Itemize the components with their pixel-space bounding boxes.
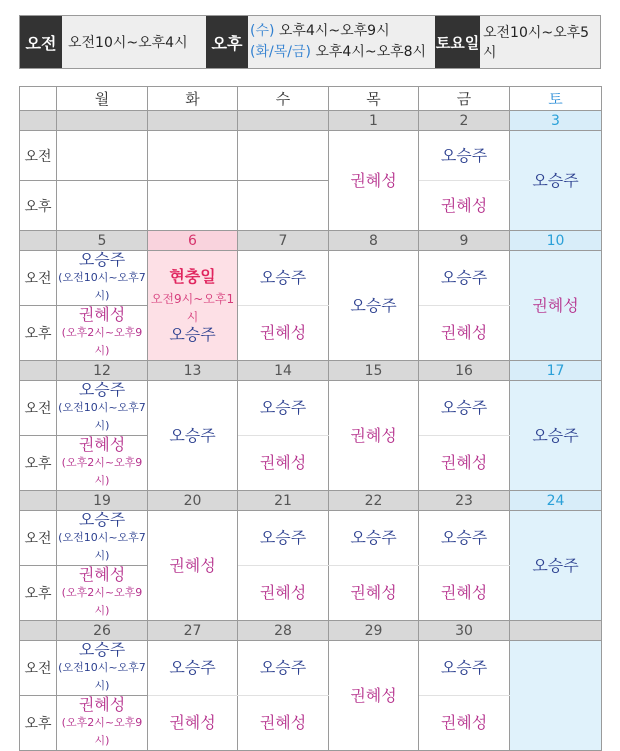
schedule-cell <box>510 251 602 361</box>
slot-label-am: 오전 <box>20 251 57 306</box>
doctor-oh: 오승주 <box>440 268 488 287</box>
doctor-kwon: 권혜성 <box>259 323 307 342</box>
date-cell: 30 <box>419 621 510 641</box>
doctor-oh-hours-note: (오전10시~오후7시) <box>58 401 146 432</box>
date-cell: 21 <box>238 491 329 511</box>
doctor-oh: 오승주 <box>259 658 307 677</box>
schedule-cell <box>57 436 148 491</box>
schedule-cell <box>419 381 510 436</box>
schedule-calendar <box>19 86 602 751</box>
date-row <box>20 621 602 641</box>
date-cell <box>238 111 329 131</box>
schedule-cell <box>329 566 419 621</box>
doctor-oh: 오승주 <box>440 145 488 165</box>
doctor-oh: 오승주 <box>350 295 397 315</box>
schedule-cell <box>57 641 148 696</box>
schedule-cell <box>419 641 510 696</box>
schedule-cell <box>238 181 329 231</box>
date-cell: 26 <box>57 621 148 641</box>
weekday-wed: 수 <box>238 87 329 111</box>
schedule-cell <box>510 511 602 621</box>
schedule-cell <box>419 511 510 566</box>
doctor-oh: 오승주 <box>440 528 488 547</box>
doctor-kwon: 권혜성 <box>532 295 579 315</box>
doctor-kwon: 권혜성 <box>259 453 307 472</box>
schedule-cell <box>238 131 329 181</box>
date-cell <box>510 621 602 641</box>
date-cell: 5 <box>57 231 148 251</box>
doctor-kwon: 권혜성 <box>78 305 126 324</box>
doctor-kwon: 권혜성 <box>440 583 488 602</box>
schedule-cell <box>419 306 510 361</box>
doctor-oh: 오승주 <box>259 268 307 287</box>
slot-label-pm: 오후 <box>20 696 57 751</box>
date-row <box>20 361 602 381</box>
schedule-cell <box>57 131 148 181</box>
header-corner <box>20 87 57 111</box>
holiday-hours: 오전9시~오후1시 <box>150 291 235 324</box>
doctor-oh-hours-note: (오전10시~오후7시) <box>58 531 146 562</box>
pm-tue-thu-fri-prefix: (화/목/금) <box>250 44 311 60</box>
schedule-cell <box>57 181 148 231</box>
date-cell: 16 <box>419 361 510 381</box>
date-cell: 20 <box>148 491 238 511</box>
slot-label-pm: 오후 <box>20 306 57 361</box>
schedule-cell <box>148 511 238 621</box>
schedule-cell <box>419 131 510 181</box>
date-corner <box>20 491 57 511</box>
date-cell: 28 <box>238 621 329 641</box>
date-cell <box>148 111 238 131</box>
schedule-cell <box>238 251 329 306</box>
date-cell: 8 <box>329 231 419 251</box>
pm-wed-hours: 오후4시~오후9시 <box>274 23 390 39</box>
weekday-sat: 토 <box>510 87 602 111</box>
doctor-kwon: 권혜성 <box>440 323 488 342</box>
weekday-fri: 금 <box>419 87 510 111</box>
pm-hours-value <box>250 16 430 68</box>
doctor-oh: 오승주 <box>169 658 216 677</box>
date-row <box>20 231 602 251</box>
doctor-oh: 오승주 <box>78 380 126 399</box>
date-row <box>20 491 602 511</box>
doctor-kwon: 권혜성 <box>78 695 126 714</box>
schedule-cell <box>510 381 602 491</box>
schedule-cell <box>238 511 329 566</box>
date-cell: 17 <box>510 361 602 381</box>
date-cell: 23 <box>419 491 510 511</box>
doctor-kwon-hours-note: (오후2시~오후9시) <box>61 456 143 487</box>
date-cell: 7 <box>238 231 329 251</box>
schedule-cell <box>148 131 238 181</box>
doctor-kwon: 권혜성 <box>350 583 397 602</box>
schedule-cell <box>57 306 148 361</box>
date-corner <box>20 621 57 641</box>
schedule-cell <box>510 641 602 751</box>
schedule-cell <box>57 696 148 751</box>
doctor-oh: 오승주 <box>532 555 579 575</box>
schedule-cell <box>238 436 329 491</box>
schedule-cell <box>419 181 510 231</box>
slot-label-am: 오전 <box>20 511 57 566</box>
schedule-cell <box>57 511 148 566</box>
doctor-kwon-hours-note: (오후2시~오후9시) <box>61 326 143 357</box>
schedule-cell <box>238 641 329 696</box>
slot-label-pm: 오후 <box>20 181 57 231</box>
doctor-oh: 오승주 <box>169 324 216 344</box>
date-cell: 15 <box>329 361 419 381</box>
doctor-kwon: 권혜성 <box>440 713 488 732</box>
doctor-oh: 오승주 <box>259 398 307 417</box>
doctor-oh: 오승주 <box>259 528 307 547</box>
date-cell: 9 <box>419 231 510 251</box>
weekday-mon: 월 <box>57 87 148 111</box>
doctor-kwon: 권혜성 <box>259 583 307 602</box>
date-cell: 14 <box>238 361 329 381</box>
date-cell: 1 <box>329 111 419 131</box>
schedule-cell <box>238 696 329 751</box>
doctor-kwon: 권혜성 <box>350 425 397 445</box>
schedule-cell <box>57 251 148 306</box>
doctor-oh-hours-note: (오전10시~오후7시) <box>58 661 146 692</box>
date-cell: 13 <box>148 361 238 381</box>
doctor-kwon: 권혜성 <box>169 713 216 732</box>
schedule-cell <box>148 641 238 696</box>
doctor-kwon: 권혜성 <box>440 453 488 472</box>
am-row <box>20 131 602 181</box>
pm-wed-prefix: (수) <box>250 23 275 39</box>
date-row <box>20 111 602 131</box>
date-cell <box>57 111 148 131</box>
doctor-kwon: 권혜성 <box>350 170 397 190</box>
doctor-oh-hours-note: (오전10시~오후7시) <box>58 271 146 302</box>
doctor-oh: 오승주 <box>78 510 126 529</box>
am-row <box>20 641 602 696</box>
doctor-kwon-hours-note: (오후2시~오후9시) <box>61 586 143 617</box>
schedule-cell <box>329 131 419 231</box>
slot-label-am: 오전 <box>20 641 57 696</box>
doctor-oh: 오승주 <box>169 425 216 445</box>
schedule-cell <box>419 566 510 621</box>
pm-hours-label: 오후 <box>206 16 248 68</box>
schedule-cell <box>57 381 148 436</box>
sat-hours-label: 토요일 <box>435 16 480 68</box>
schedule-cell <box>148 181 238 231</box>
doctor-oh: 오승주 <box>440 398 488 417</box>
am-hours-label: 오전 <box>20 16 62 68</box>
date-cell: 27 <box>148 621 238 641</box>
slot-label-pm: 오후 <box>20 566 57 621</box>
holiday-cell <box>148 251 238 361</box>
doctor-oh: 오승주 <box>78 640 126 659</box>
pm-tue-thu-fri-hours: 오후4시~오후8시 <box>310 44 427 60</box>
doctor-oh: 오승주 <box>532 425 579 445</box>
doctor-oh: 오승주 <box>350 528 397 547</box>
schedule-cell <box>238 306 329 361</box>
date-cell: 2 <box>419 111 510 131</box>
doctor-oh: 오승주 <box>532 170 579 190</box>
doctor-kwon: 권혜성 <box>169 555 216 575</box>
doctor-kwon: 권혜성 <box>78 565 126 584</box>
date-cell: 10 <box>510 231 602 251</box>
date-cell: 24 <box>510 491 602 511</box>
date-cell-holiday: 6 <box>148 231 238 251</box>
am-hours-value: 오전10시~오후4시 <box>68 35 188 51</box>
schedule-cell <box>419 696 510 751</box>
am-row <box>20 511 602 566</box>
doctor-kwon: 권혜성 <box>78 435 126 454</box>
schedule-cell <box>329 511 419 566</box>
schedule-cell <box>238 566 329 621</box>
schedule-cell <box>329 251 419 361</box>
sat-hours-value: 오전10시~오후5시 <box>483 25 590 61</box>
date-cell: 22 <box>329 491 419 511</box>
schedule-cell <box>238 381 329 436</box>
schedule-cell <box>329 381 419 491</box>
slot-label-am: 오전 <box>20 131 57 181</box>
clinic-hours-bar <box>19 15 601 69</box>
date-corner <box>20 361 57 381</box>
doctor-kwon: 권혜성 <box>259 713 307 732</box>
slot-label-am: 오전 <box>20 381 57 436</box>
schedule-cell <box>510 131 602 231</box>
doctor-oh: 오승주 <box>440 658 488 677</box>
schedule-cell <box>419 251 510 306</box>
schedule-cell <box>329 641 419 751</box>
schedule-cell <box>57 566 148 621</box>
am-row <box>20 251 602 306</box>
date-corner <box>20 231 57 251</box>
weekday-header-row <box>20 87 602 111</box>
date-cell: 3 <box>510 111 602 131</box>
date-corner <box>20 111 57 131</box>
doctor-kwon: 권혜성 <box>440 195 488 215</box>
date-cell: 12 <box>57 361 148 381</box>
weekday-thu: 목 <box>329 87 419 111</box>
date-cell: 29 <box>329 621 419 641</box>
holiday-name: 현충일 <box>169 266 216 286</box>
schedule-cell <box>148 381 238 491</box>
doctor-kwon-hours-note: (오후2시~오후9시) <box>61 716 143 747</box>
schedule-cell <box>419 436 510 491</box>
weekday-tue: 화 <box>148 87 238 111</box>
am-row <box>20 381 602 436</box>
doctor-kwon: 권혜성 <box>350 685 397 705</box>
doctor-oh: 오승주 <box>78 250 126 269</box>
slot-label-pm: 오후 <box>20 436 57 491</box>
date-cell: 19 <box>57 491 148 511</box>
schedule-cell <box>148 696 238 751</box>
